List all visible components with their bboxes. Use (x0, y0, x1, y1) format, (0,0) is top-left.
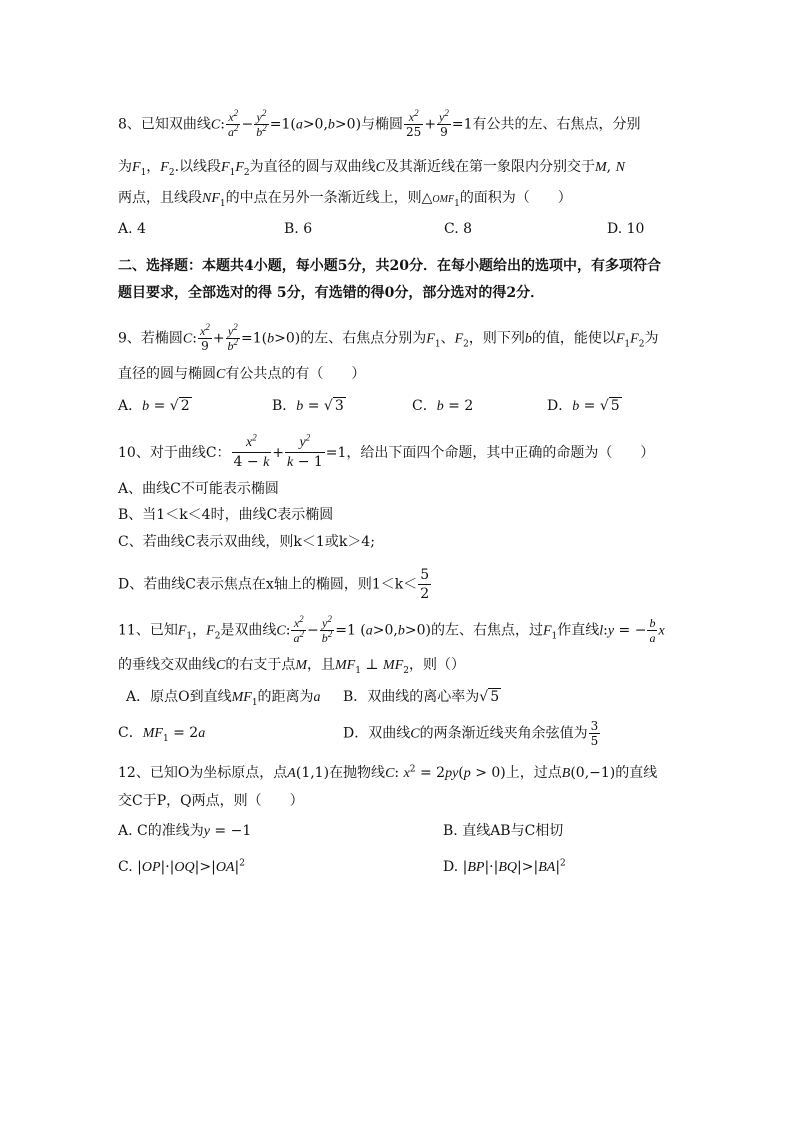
q10-text: =1，给出下面四个命题，其中正确的命题为（ ） (325, 445, 655, 461)
q10-option-a: A、曲线C不可能表示椭圆 (118, 481, 279, 497)
q12-text: 12、已知O为坐标原点，点 (118, 765, 288, 781)
q12-option-a: A. C的准线为y = −1 (118, 823, 252, 839)
q10-line1: 10、对于曲线C： $\frac{x^2}{4 - k}$ + $\frac{y^2}{k - 1}$ =1，给出下面四个命题，其中正确的命题为（ ） (118, 432, 655, 470)
section2-heading: 二、选择题：本题共4小题，每小题5分，共20分．在每小题给出的选项中，有多项符合 (118, 258, 661, 274)
q9-text: 的值，能使以 (531, 330, 616, 347)
q10-option-b: B、当1＜k＜4时，曲线C表示椭圆 (118, 507, 334, 523)
q9-option-c: C．b = 2 (412, 398, 474, 414)
q8-text: 及其渐近线在第一象限内分别交于 (384, 159, 595, 175)
q12-option-b: B. 直线AB与C相切 (443, 823, 564, 839)
q12-line2: 交C于P，Q两点，则（ ） (118, 793, 304, 809)
q9-line2: 直径的圆与椭圆C有公共点的有（ ） (118, 366, 366, 382)
q10-option-c: C、若曲线C表示双曲线，则k＜1或k＞4; (118, 534, 375, 550)
q11-text: 是双曲线 (220, 622, 277, 639)
q12-text: 在抛物线 (329, 765, 386, 781)
q8-text: 为直径的圆与双曲线 (249, 159, 376, 175)
q11-line1: 11、已知$F_1$，$F_2$是双曲线C: $\frac{x^2}{a^2}$ − $\frac{y^2}{b^2}$ =1 (a>0,b>0)的左、右焦点，过$F_1$作直线l:y = − $\frac{b}{a}$ x (118, 614, 665, 645)
q11-option-b: B．双曲线的离心率为√ 5 (343, 689, 500, 705)
q9-text: 的左、右焦点分别为 (300, 330, 427, 347)
q9-text: 直径的圆与椭圆 (118, 366, 216, 382)
q9-text: ，则下列 (468, 330, 525, 347)
q9-line1: 9、若椭圆C: $\frac{x^2}{9}$ + $\frac{y^2}{b^2}$ =1(b>0)的左、右焦点分别为$F_1$、$F_2$，则下列b的值，能使以$F_1F_2$为 (118, 322, 659, 353)
q10-text: D、若曲线C表示焦点在x轴上的椭圆，则1＜k＜ (118, 576, 418, 593)
q8-text: 有公共的左、右焦点，分别 (472, 116, 641, 133)
q8-text: .以线段 (174, 159, 222, 175)
q9-option-b: B．b = √ 3 (272, 398, 344, 414)
q11-text: 的左、右焦点，过 (430, 622, 543, 639)
q12-option-c: C. $|OP|\cdot|OQ|>|OA|^2$ (118, 858, 245, 875)
q8-line3: 两点，且线段$NF_1$的中点在另外一条渐近线上，则$\triangle OMF_1$的面积为（ ） (118, 190, 572, 209)
q12-option-d: D. $|BP|\cdot|BQ|>|BA|^2$ (443, 858, 566, 875)
q11-line2: 的垂线交双曲线C的右支于点M，且$MF_1$ ⊥ $MF_2$，则（） (118, 657, 465, 676)
q12-text: 的直线 (615, 765, 658, 781)
q8-option-c: C. 8 (444, 221, 473, 237)
q8-option-b: B. 6 (284, 221, 313, 237)
q9-text: 9、若椭圆 (118, 330, 183, 347)
q10-option-d: D、若曲线C表示焦点在x轴上的椭圆，则1＜k＜ $\frac{5}{2}$ (118, 567, 430, 602)
q11-text: ，则（） (409, 657, 465, 673)
q8-text: 为 (118, 159, 132, 175)
q8-text: 的中点在另外一条渐近线上，则△ (225, 190, 433, 206)
q8-line2: 为$F_1$，$F_2$.以线段$F_1F_2$为直径的圆与双曲线C及其渐近线在第一象限内分别交于M, N (118, 159, 625, 178)
q9-option-a: A．b = √ 2 (118, 398, 190, 414)
q11-text: 的垂线交双曲线 (118, 657, 216, 673)
q10-text: 10、对于曲线C： (118, 445, 231, 461)
q9-text: 有公共点的有（ ） (225, 366, 366, 382)
q11-text: 的右支于点 (225, 657, 296, 673)
q12-line1: 12、已知O为坐标原点，点A(1,1)在抛物线C: $x^2 = 2py(p > 0)$上，过点B(0,−1)的直线 (118, 764, 658, 781)
q9-option-d: D．b = √ 5 (547, 398, 620, 414)
q8-line1: 8、已知双曲线C: $\frac{x^2}{a^2}$ − $\frac{y^2}{b^2}$ =1(a>0,b>0)与椭圆 $\frac{x^2}{25}$ + $\frac{y^2}{9}$ =1有公共的左、右焦点，分别 (118, 108, 641, 139)
q8-text: 与椭圆 (361, 116, 404, 133)
q9-text: 为 (644, 330, 659, 347)
q12-text: 上，过点 (505, 765, 562, 781)
q11-text: 作直线 (557, 622, 600, 639)
q11-text: ，且 (307, 657, 336, 673)
section2-heading-2: 题目要求，全部选对的得 5分，有选错的得0分，部分选对的得2分． (118, 285, 545, 301)
q8-text: 8、已知双曲线 (118, 116, 211, 133)
q11-option-a: A．原点O到直线$MF_1$的距离为a (126, 689, 321, 708)
q8-text: 的面积为（ ） (459, 190, 572, 206)
q11-option-c: C．$MF_1 = 2a$ (118, 725, 206, 744)
q8-option-a: A. 4 (118, 221, 146, 237)
q8-text: 两点，且线段 (118, 190, 202, 206)
q8-option-d: D. 10 (607, 221, 645, 237)
q11-option-d: D．双曲线C的两条渐近线夹角余弦值为 $\frac{3}{5}$ (343, 719, 599, 748)
q11-text: 11、已知 (118, 622, 178, 639)
